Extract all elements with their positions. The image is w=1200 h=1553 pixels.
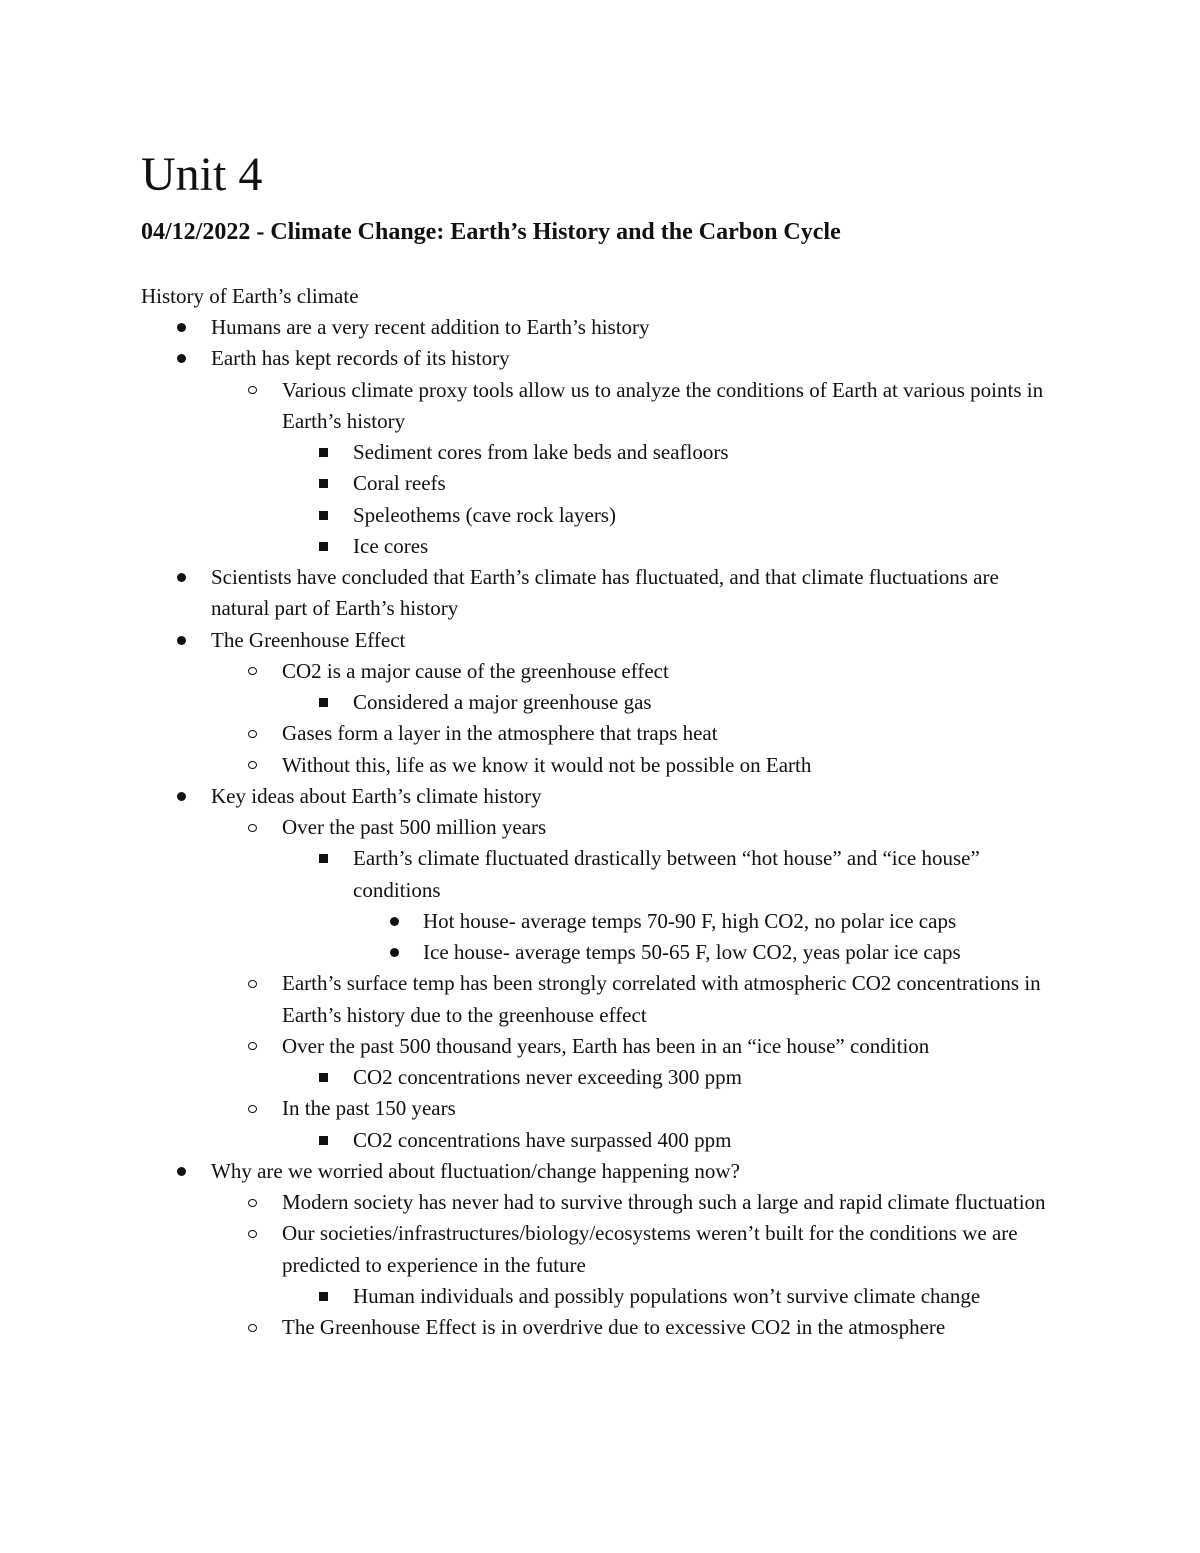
square-bullet-icon <box>316 468 330 499</box>
list-item <box>0 968 1200 1031</box>
list-item-text: Hot house- average temps 70-90 F, high CO2, no polar ice caps <box>423 908 957 933</box>
disc-bullet-icon <box>387 937 401 968</box>
list-item <box>0 562 1200 625</box>
list-item <box>0 781 1200 812</box>
list-item <box>0 750 1200 781</box>
list-item-text: Earth’s surface temp has been strongly correlated with atmospheric CO2 concentrations in Earth’s history due to the greenhouse effect <box>282 971 1041 1027</box>
list-item <box>0 437 1200 468</box>
list-item-text: The Greenhouse Effect is in overdrive due to excessive CO2 in the atmosphere <box>282 1315 946 1339</box>
section-heading: History of Earth’s climate <box>141 284 359 308</box>
disc-bullet-icon <box>174 312 188 343</box>
list-item <box>0 687 1200 718</box>
list-item <box>0 1125 1200 1156</box>
list-item-text: Sediment cores from lake beds and seafloors <box>353 440 729 464</box>
list-item <box>0 1218 1200 1281</box>
list-item <box>0 375 1200 438</box>
circle-bullet-icon <box>245 968 259 999</box>
list-item-text: Speleothems (cave rock layers) <box>353 502 616 527</box>
disc-bullet-icon <box>174 1156 188 1187</box>
list-item <box>0 937 1200 968</box>
notes-bullet-list <box>0 312 1200 1343</box>
list-item-text: The Greenhouse Effect <box>211 627 406 652</box>
list-item-text: Earth’s climate fluctuated drastically between “hot house” and “ice house” conditions <box>353 846 980 902</box>
square-bullet-icon <box>316 687 330 718</box>
list-item <box>0 1093 1200 1124</box>
list-item <box>0 718 1200 749</box>
disc-bullet-icon <box>174 343 188 374</box>
list-item <box>0 312 1200 343</box>
list-item <box>0 1187 1200 1218</box>
circle-bullet-icon <box>245 375 259 406</box>
circle-bullet-icon <box>245 1218 259 1249</box>
list-item <box>0 1156 1200 1187</box>
list-item-text: Modern society has never had to survive through such a large and rapid climate fluctuation <box>282 1190 1046 1214</box>
list-item <box>0 500 1200 531</box>
list-item <box>0 1281 1200 1312</box>
list-item-text: Considered a major greenhouse gas <box>353 690 652 714</box>
list-item-text: Over the past 500 thousand years, Earth has been in an “ice house” condition <box>282 1033 930 1058</box>
list-item <box>0 531 1200 562</box>
list-item-text: Earth has kept records of its history <box>211 346 510 371</box>
list-item <box>0 812 1200 843</box>
list-item-text: CO2 concentrations never exceeding 300 ppm <box>353 1065 742 1089</box>
circle-bullet-icon <box>245 812 259 843</box>
circle-bullet-icon <box>245 1187 259 1218</box>
list-item-text: Without this, life as we know it would not be possible on Earth <box>282 752 812 777</box>
list-item <box>0 625 1200 656</box>
list-item-text: In the past 150 years <box>282 1096 456 1121</box>
list-item <box>0 843 1200 906</box>
circle-bullet-icon <box>245 1093 259 1124</box>
square-bullet-icon <box>316 843 330 874</box>
disc-bullet-icon <box>174 781 188 812</box>
circle-bullet-icon <box>245 718 259 749</box>
square-bullet-icon <box>316 1062 330 1093</box>
list-item-text: Key ideas about Earth’s climate history <box>211 783 542 808</box>
list-item-text: Ice house- average temps 50-65 F, low CO2, yeas polar ice caps <box>423 940 961 964</box>
disc-bullet-icon <box>387 906 401 937</box>
list-item <box>0 1312 1200 1343</box>
square-bullet-icon <box>316 1125 330 1156</box>
square-bullet-icon <box>316 500 330 531</box>
list-item <box>0 1062 1200 1093</box>
list-item <box>0 343 1200 374</box>
list-item <box>0 656 1200 687</box>
list-item-text: Our societies/infrastructures/biology/ecosystems weren’t built for the conditions we are predicted to experience in the future <box>282 1221 1018 1277</box>
list-item-text: Scientists have concluded that Earth’s climate has fluctuated, and that climate fluctuations are natural part of Earth’s history <box>211 565 999 621</box>
list-item-text: CO2 is a major cause of the greenhouse effect <box>282 658 669 683</box>
circle-bullet-icon <box>245 1312 259 1343</box>
circle-bullet-icon <box>245 656 259 687</box>
circle-bullet-icon <box>245 1031 259 1062</box>
list-item-text: Ice cores <box>353 533 429 558</box>
list-item-text: Over the past 500 million years <box>282 815 547 839</box>
list-item-text: CO2 concentrations have surpassed 400 ppm <box>353 1127 732 1152</box>
list-item <box>0 906 1200 937</box>
disc-bullet-icon <box>174 625 188 656</box>
list-item <box>0 468 1200 499</box>
page-title: Unit 4 <box>141 148 263 201</box>
list-item-text: Humans are a very recent addition to Earth’s history <box>211 315 650 339</box>
disc-bullet-icon <box>174 562 188 593</box>
list-item-text: Various climate proxy tools allow us to analyze the conditions of Earth at various points in Earth’s history <box>282 377 1044 433</box>
square-bullet-icon <box>316 1281 330 1312</box>
list-item-text: Human individuals and possibly populations won’t survive climate change <box>353 1283 981 1308</box>
list-item-text: Gases form a layer in the atmosphere that traps heat <box>282 721 718 746</box>
list-item-text: Coral reefs <box>353 471 446 496</box>
circle-bullet-icon <box>245 750 259 781</box>
lecture-heading: 04/12/2022 - Climate Change: Earth’s History and the Carbon Cycle <box>141 219 841 245</box>
square-bullet-icon <box>316 531 330 562</box>
list-item-text: Why are we worried about fluctuation/change happening now? <box>211 1158 740 1183</box>
list-item <box>0 1031 1200 1062</box>
square-bullet-icon <box>316 437 330 468</box>
